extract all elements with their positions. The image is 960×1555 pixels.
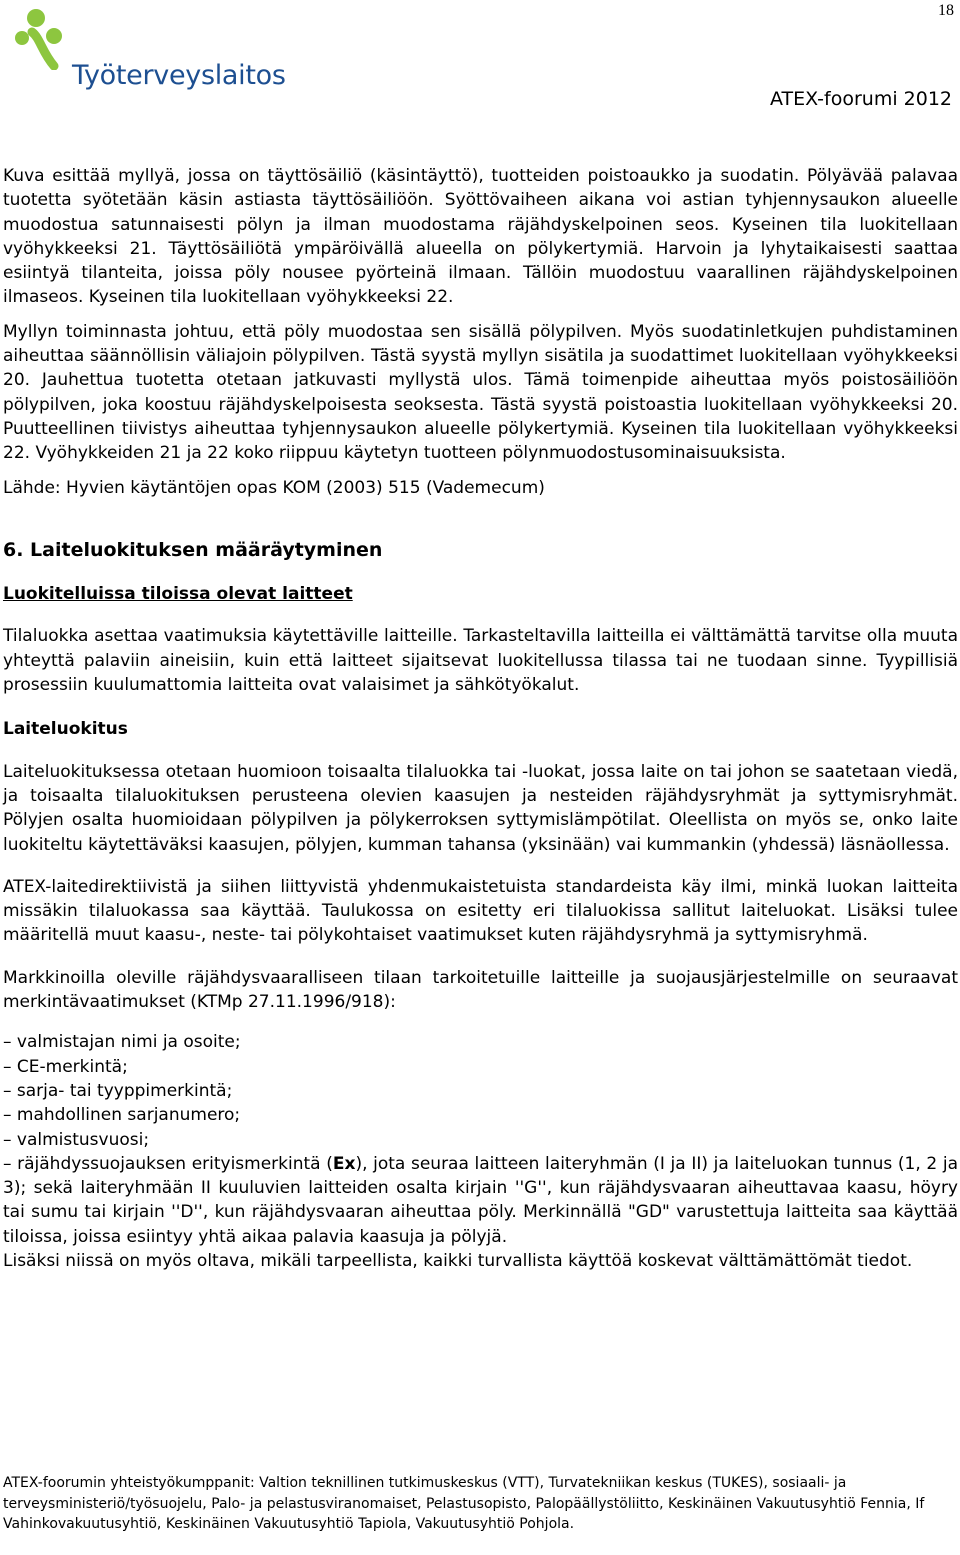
ex-marking: Ex — [332, 1153, 356, 1174]
paragraph-mill-description: Kuva esittää myllyä, jossa on täyttösäiliö (käsintäyttö), tuotteiden poistoaukko ja suodatin. Pölyävää palavaa tuotetta syötetään käsin astiasta täyttösäiliöön. Syöttövaiheen aikana voi astian tyhjennysaukon alueelle muodostua satunnaisesti pölyn ja ilman muodostama räjähdyskelpoinen seos. Kyseinen tila luokitellaan vyöhykkeeksi 21. Täyttösäiliötä ympäröivällä alueella on pölykertymiä. Harvoin ja lyhytaikaisesti saattaa esiintyä tilanteita, joissa pöly nousee pyörteinä ilmaan. Tällöin muodostuu vaarallinen räjähdyskelpoinen ilmaseos. Kyseinen tila luokitellaan vyöhykkeeksi 22. — [3, 166, 958, 308]
list-item-text: – räjähdyssuojauksen erityismerkintä ( — [3, 1153, 333, 1174]
paragraph-classification: Laiteluokituksessa otetaan huomioon toisaalta tilaluokka tai -luokat, jossa laite on tai johon se saatetaan viedä, ja toisaalta tilaluokituksen perusteena olevien kaasujen ja nesteiden räjähdysryhmät ja syttymisryhmät. Pölyjen osalta huomioidaan pölypilven ja pölykerroksen syttymislämpötilat. Oleellista on myös se, onko laite luokiteltu käytettäväksi kaasujen, pölyjen, kumman tahansa (yksinään) vai kummankin (yhdessä) läsnäollessa. — [3, 761, 958, 855]
list-item: – valmistusvuosi; — [3, 1129, 150, 1150]
main-content — [3, 164, 958, 1273]
list-item: – CE-merkintä; — [3, 1056, 128, 1077]
event-title: ATEX-foorumi 2012 — [769, 88, 952, 110]
tyoterveyslaitos-logo — [14, 8, 284, 98]
footer-partners: ATEX-foorumin yhteistyökumppanit: Valtion teknillinen tutkimuskeskus (VTT), Turvatekniikan keskus (TUKES), sosiaali- ja terveysministeriö/työsuojelu, Palo- ja pelastusviranomaiset, Pelastusopisto, Palopäällystöliitto, Keskinäinen Vakuutusyhtiö Fennia, If Vahinkovakuutusyhtiö, Keskinäinen Vakuutusyhtiö Tapiola, Vakuutusyhtiö Pohjola. — [3, 1475, 925, 1532]
source-citation: Lähde: Hyvien käytäntöjen opas KOM (2003) 515 (Vademecum) — [3, 477, 545, 498]
logo-leaf-icon — [14, 8, 74, 70]
paragraph-atex-directive: ATEX-laitedirektiivistä ja siihen liittyvistä yhdenmukaistetuista standardeista käy ilmi, minkä luokan laitteita missäkin tilaluokassa saa käyttää. Taulukossa on esitetty eri tilaluokissa sallitut laiteluokat. Lisäksi tulee määritellä muut kaasu-, neste- tai pölykohtaiset vaatimukset kuten räjähdysryhmä ja syttymisryhmä. — [3, 876, 958, 946]
paragraph-mill-operation: Myllyn toiminnasta johtuu, että pöly muodostaa sen sisällä pölypilven. Myös suodatinletkujen puhdistaminen aiheuttaa säännöllisin väliajoin pölypilven. Tästä syystä myllyn sisätila ja suodattimet luokitellaan vyöhykkeeksi 20. Jauhettua tuotetta otetaan jatkuvasti myllystä ulos. Tämä toimenpide aiheuttaa myös poistosäiliöön pölypilven, joka koostuu räjähdyskelpoisesta seoksesta. Tästä syystä poistoastia luokitellaan vyöhykkeeksi 20. Puutteellinen tiivistys aiheuttaa tyhjennysaukon alueelle pölykertymiä. Kyseinen tila luokitellaan vyöhykkeeksi 22. Vyöhykkeiden 21 ja 22 koko riippuu käytetyn tuotteen pölynmuodostusominaisuuksista. — [3, 321, 958, 464]
list-item-text: ), jota seuraa laitteen laiteryhmän (I ja II) ja laiteluokan tunnus (1, 2 ja 3); sekä laiteryhmään II kuuluvien laitteiden osalta kirjain ''G'', kun räjähdysvaaran aiheuttavaa kaasu, höyry tai sumu tai kirjain ''D'', kun räjähdysvaaran aiheuttaa pöly. Merkinnällä "GD" varustettuja laitteita saa käyttää tiloissa, joissa esiintyy yhtä aikaa palavia kaasuja ja pölyjä. — [3, 1153, 958, 1247]
marking-list — [3, 1030, 958, 1249]
list-item-ex-marking — [3, 1152, 958, 1249]
subsection-heading-devices: Luokitelluissa tiloissa olevat laitteet — [3, 584, 353, 605]
paragraph-safety-info: Lisäksi niissä on myös oltava, mikäli tarpeellista, kaikki turvallista käyttöä koskevat välttämättömät tiedot. — [3, 1250, 913, 1271]
logo-wordmark: Työterveyslaitos — [72, 60, 286, 91]
list-item: – sarja- tai tyyppimerkintä; — [3, 1080, 233, 1101]
list-item: – valmistajan nimi ja osoite; — [3, 1032, 241, 1053]
list-item: – mahdollinen sarjanumero; — [3, 1105, 241, 1126]
paragraph-zone-requirements: Tilaluokka asettaa vaatimuksia käytettäville laitteille. Tarkasteltavilla laitteilla ei välttämättä tarvitse olla muuta yhteyttä palaviin aineisiin, kuin että laitteet sijaitsevat luokitellussa tilassa tai ne tuodaan sinne. Tyypillisiä prosessiin kuulumattomia laitteita ovat valaisimet ja sähkötyökalut. — [3, 626, 958, 696]
paragraph-marking-requirements: Markkinoilla oleville räjähdysvaaralliseen tilaan tarkoitetuille laitteille ja suojausjärjestelmille on seuraavat merkintävaatimukset (KTMp 27.11.1996/918): — [3, 967, 958, 1013]
subsection-heading-classification: Laiteluokitus — [3, 719, 128, 740]
page-number: 18 — [938, 2, 954, 19]
section-heading: 6. Laiteluokituksen määräytyminen — [3, 538, 383, 561]
